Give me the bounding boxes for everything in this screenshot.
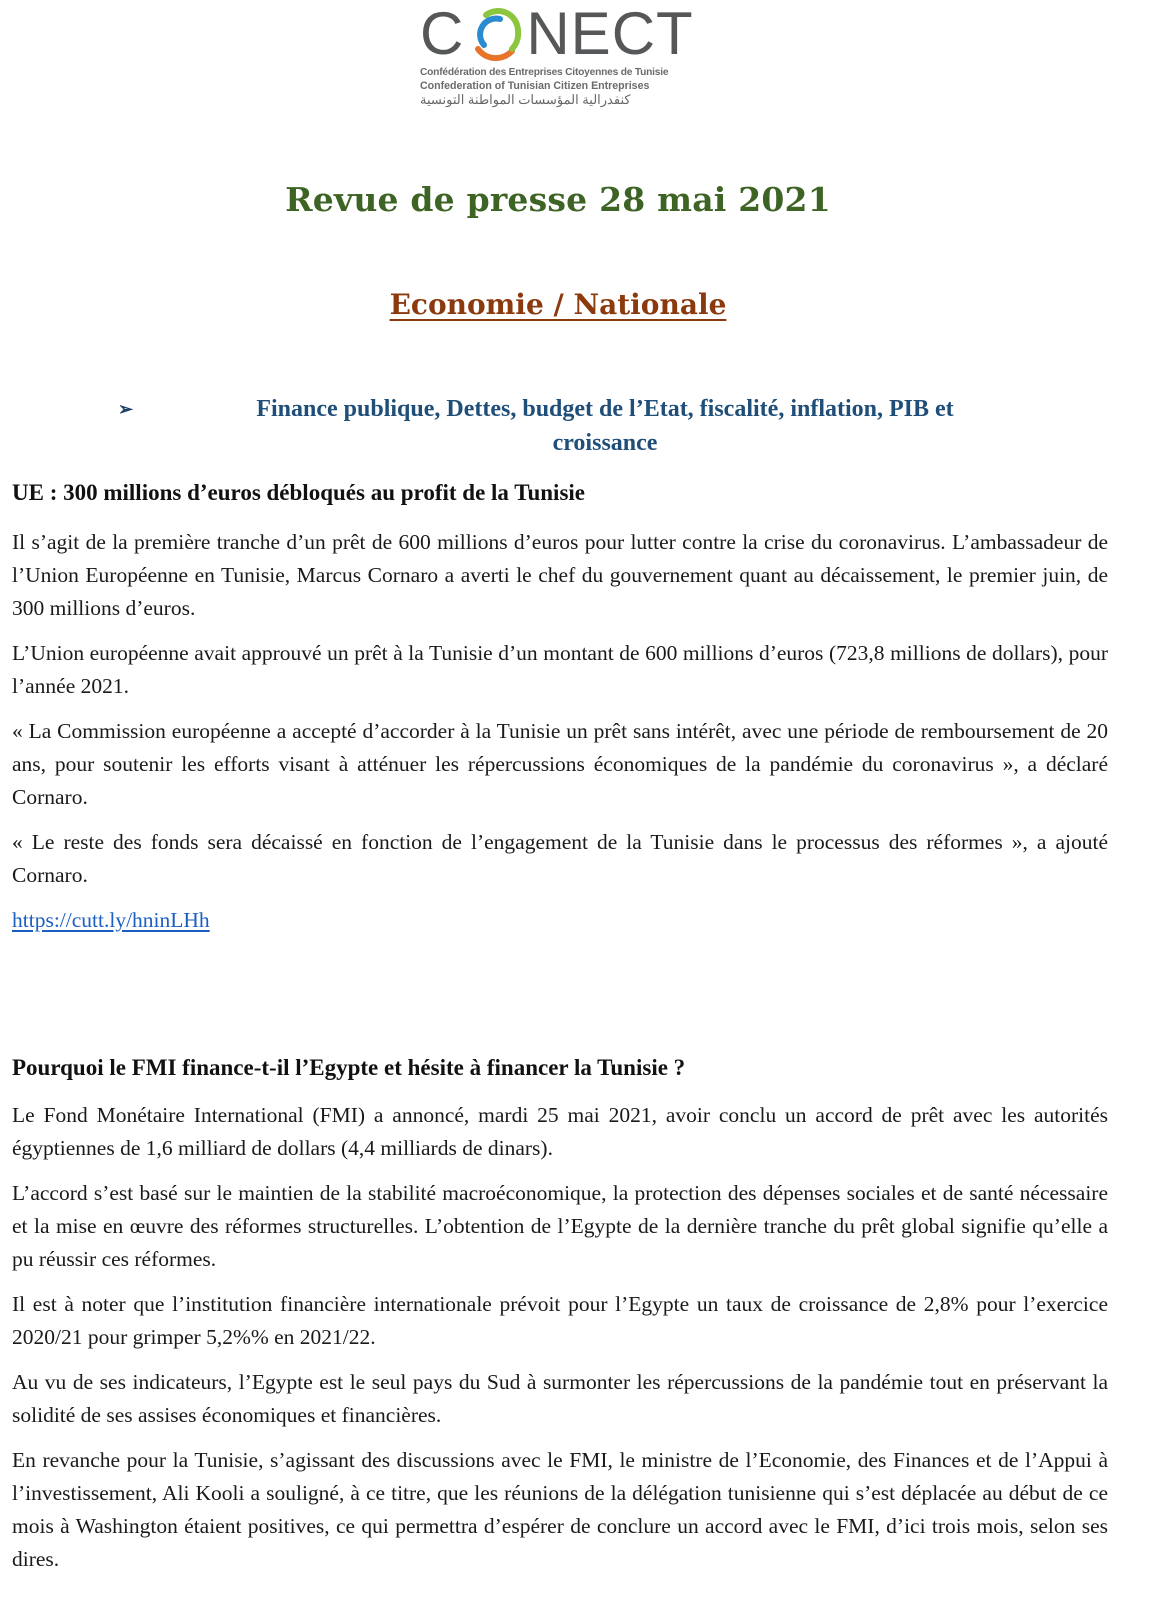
article-source-link[interactable]: https://cutt.ly/hninLHh [12,908,210,932]
article-imf-egypt-tunisia [12,1053,1108,1576]
section-heading [0,288,1116,321]
document-title: Revue de presse 28 mai 2021 [285,180,831,219]
logo-subtitle-en: Confederation of Tunisian Citizen Entreprises [420,80,650,92]
logo-letter-c: C [420,0,465,67]
arrow-bullet-icon: ➢ [118,399,134,419]
conect-logo [420,2,720,114]
article-headline: UE : 300 millions d’euros débloqués au profit de la Tunisie [12,480,586,505]
article-paragraph: Le Fond Monétaire International (FMI) a annoncé, mardi 25 mai 2021, avoir conclu un accord de prêt avec les autorités égyptiennes de 1,6 milliard de dollars (4,4 milliards de dinars). [12,1103,1108,1160]
article-paragraph: Au vu de ses indicateurs, l’Egypte est le seul pays du Sud à surmonter les répercussions de la pandémie tout en préservant la solidité de ses assises économiques et financières. [12,1370,1108,1427]
logo-subtitle-fr: Confédération des Entreprises Citoyennes de Tunisie [420,67,669,78]
article-paragraph: Il s’agit de la première tranche d’un prêt de 600 millions d’euros pour lutter contre la crise du coronavirus. L’ambassadeur de l’Union Européenne en Tunisie, Marcus Cornaro a averti le chef du gouvernement quant au décaissement, le premier juin, de 300 millions d’euros. [12,530,1108,620]
article-paragraph: « La Commission européenne a accepté d’accorder à la Tunisie un prêt sans intérêt, avec une période de remboursement de 20 ans, pour soutenir les efforts visant à atténuer les répercussions économiques de la pandémie du coronavirus », a déclaré Cornaro. [12,719,1108,809]
logo-wordmark [420,2,694,66]
logo-subtitle-ar: كنفدرالية المؤسسات المواطنة التونسية [420,92,631,107]
article-paragraph: Il est à noter que l’institution financière internationale prévoit pour l’Egypte un taux de croissance de 2,8% pour l’exercice 2020/21 pour grimper 5,2%% en 2021/22. [12,1292,1108,1349]
article-paragraph: En revanche pour la Tunisie, s’agissant des discussions avec le FMI, le ministre de l’Economie, des Finances et de l’Appui à l’investissement, Ali Kooli a souligné, à ce titre, que les réunions de la délégation tunisienne qui s’est déplacée au début de ce mois à Washington étaient positives, ce qui permettra d’espérer de conclure un accord avec le FMI, d’ici trois mois, selon ses dires. [12,1448,1108,1571]
logo-letters-nect: NECT [526,0,694,67]
subsection-line-2: croissance [552,430,658,456]
article-paragraph: « Le reste des fonds sera décaissé en fonction de l’engagement de la Tunisie dans le processus des réformes », a ajouté Cornaro. [12,830,1108,887]
article-paragraph: L’accord s’est basé sur le maintien de la stabilité macroéconomique, la protection des dépenses sociales et de santé nécessaire et la mise en œuvre des réformes structurelles. L’obtention de l’Egypte de la dernière tranche du prêt global signifie qu’elle a pu réussir ces réformes. [12,1181,1108,1271]
subsection-heading [118,392,1070,460]
logo-rings-icon [466,5,524,63]
section-heading-text: Economie / Nationale [389,288,727,321]
article-eu-loan [12,478,1108,937]
subsection-line-1: Finance publique, Dettes, budget de l’Etat, fiscalité, inflation, PIB et [256,396,954,422]
article-paragraph: L’Union européenne avait approuvé un prêt à la Tunisie d’un montant de 600 millions d’euros (723,8 millions de dollars), pour l’année 2021. [12,641,1108,698]
article-headline: Pourquoi le FMI finance-t-il l’Egypte et hésite à financer la Tunisie ? [12,1055,686,1080]
